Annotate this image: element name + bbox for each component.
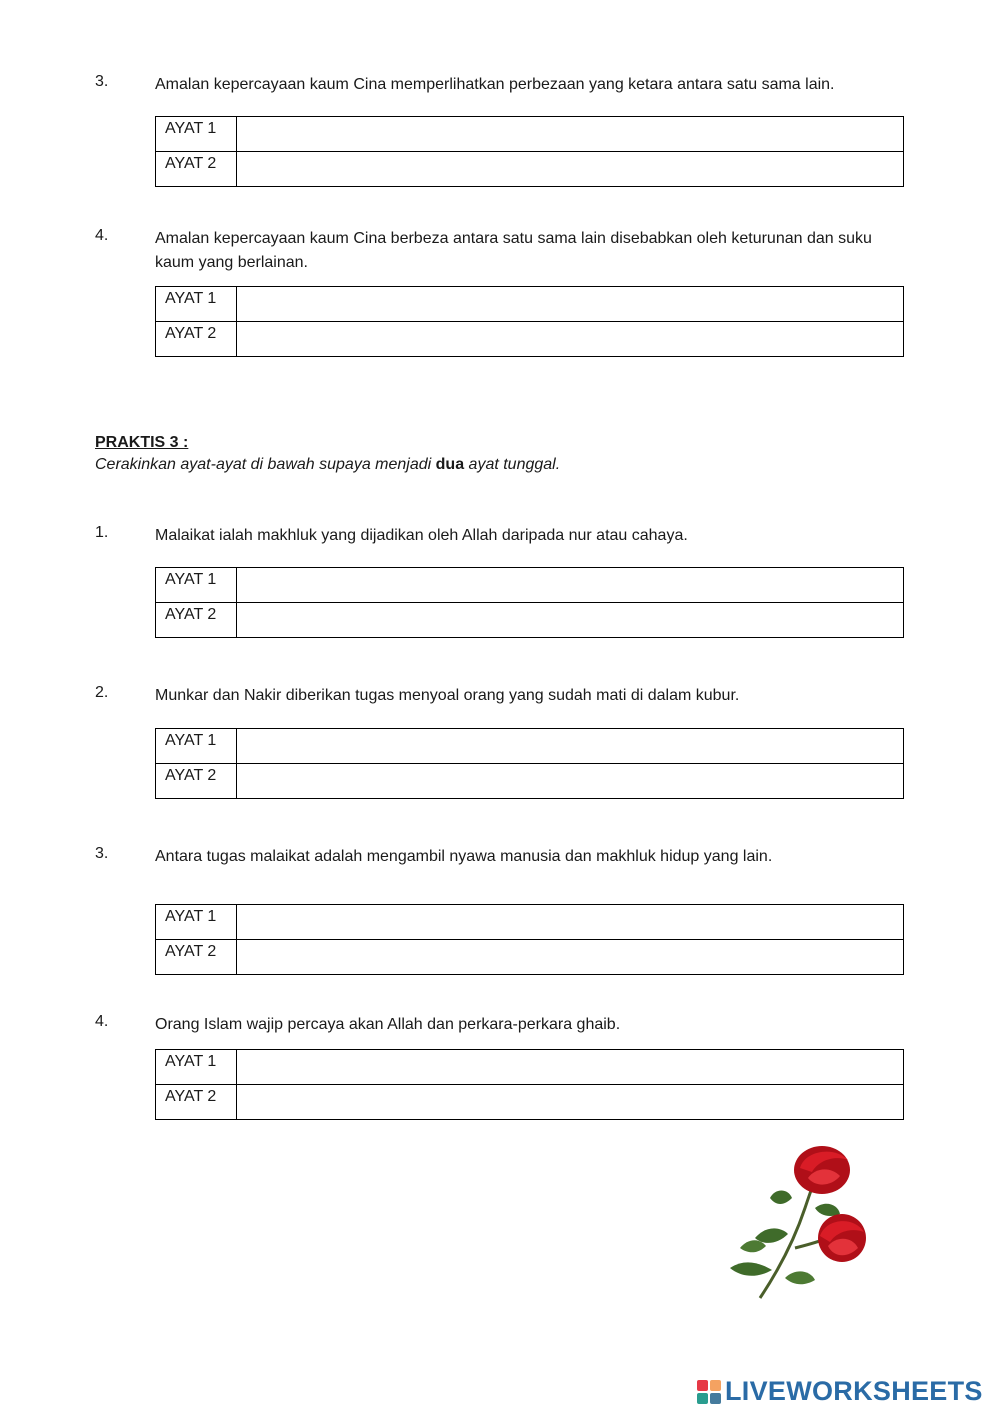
answer-table bbox=[155, 728, 904, 799]
answer-table bbox=[155, 904, 904, 975]
answer-row bbox=[156, 568, 903, 603]
answer-input[interactable] bbox=[237, 568, 903, 602]
answer-row bbox=[156, 603, 903, 637]
answer-table bbox=[155, 116, 904, 187]
answer-input[interactable] bbox=[237, 603, 903, 637]
answer-label: AYAT 2 bbox=[156, 940, 237, 974]
answer-row bbox=[156, 287, 903, 322]
answer-input[interactable] bbox=[237, 764, 903, 798]
answer-input[interactable] bbox=[237, 729, 903, 763]
answer-input[interactable] bbox=[237, 905, 903, 939]
answer-label: AYAT 1 bbox=[156, 287, 237, 321]
answer-label: AYAT 1 bbox=[156, 905, 237, 939]
instruction-bold: dua bbox=[435, 456, 465, 473]
answer-label: AYAT 2 bbox=[156, 764, 237, 798]
answer-row bbox=[156, 152, 903, 186]
answer-input[interactable] bbox=[237, 1085, 903, 1119]
answer-table bbox=[155, 286, 904, 357]
question-text: Amalan kepercayaan kaum Cina memperlihatkan perbezaan yang ketara antara satu sama lain. bbox=[155, 76, 835, 93]
answer-input[interactable] bbox=[237, 287, 903, 321]
question-text: Antara tugas malaikat adalah mengambil nyawa manusia dan makhluk hidup yang lain. bbox=[155, 848, 773, 865]
answer-input[interactable] bbox=[237, 117, 903, 151]
answer-row bbox=[156, 940, 903, 974]
answer-row bbox=[156, 729, 903, 764]
answer-input[interactable] bbox=[237, 1050, 903, 1084]
question-text: Munkar dan Nakir diberikan tugas menyoal orang yang sudah mati di dalam kubur. bbox=[155, 687, 740, 704]
answer-row bbox=[156, 117, 903, 152]
answer-row bbox=[156, 1050, 903, 1085]
answer-label: AYAT 1 bbox=[156, 729, 237, 763]
logo-text: LIVEWORKSHEETS bbox=[725, 1376, 983, 1406]
answer-input[interactable] bbox=[237, 322, 903, 356]
liveworksheets-logo bbox=[697, 1376, 983, 1407]
answer-table bbox=[155, 567, 904, 638]
question-text: Orang Islam wajip percaya akan Allah dan perkara-perkara ghaib. bbox=[155, 1016, 621, 1033]
question-number: 2. bbox=[95, 684, 109, 701]
answer-table bbox=[155, 1049, 904, 1120]
question-number: 3. bbox=[95, 73, 109, 90]
answer-label: AYAT 2 bbox=[156, 603, 237, 637]
rose-icon bbox=[720, 1138, 880, 1303]
answer-row bbox=[156, 322, 903, 356]
answer-label: AYAT 1 bbox=[156, 568, 237, 602]
question-number: 4. bbox=[95, 1013, 109, 1030]
answer-row bbox=[156, 1085, 903, 1119]
instruction-text: ayat tunggal. bbox=[464, 456, 561, 473]
section-title: PRAKTIS 3 : bbox=[95, 434, 189, 451]
section-instruction bbox=[95, 456, 560, 474]
answer-label: AYAT 2 bbox=[156, 322, 237, 356]
answer-label: AYAT 2 bbox=[156, 152, 237, 186]
answer-label: AYAT 2 bbox=[156, 1085, 237, 1119]
answer-input[interactable] bbox=[237, 152, 903, 186]
question-text: Amalan kepercayaan kaum Cina berbeza antara satu sama lain disebabkan oleh keturunan dan suku kaum yang berlainan. bbox=[155, 230, 872, 271]
answer-row bbox=[156, 764, 903, 798]
answer-input[interactable] bbox=[237, 940, 903, 974]
question-number: 4. bbox=[95, 227, 109, 244]
instruction-text: Cerakinkan ayat-ayat di bawah supaya menjadi bbox=[95, 456, 436, 473]
question-text: Malaikat ialah makhluk yang dijadikan oleh Allah daripada nur atau cahaya. bbox=[155, 527, 688, 544]
question-number: 1. bbox=[95, 524, 109, 541]
question-number: 3. bbox=[95, 845, 109, 862]
answer-label: AYAT 1 bbox=[156, 1050, 237, 1084]
answer-row bbox=[156, 905, 903, 940]
answer-label: AYAT 1 bbox=[156, 117, 237, 151]
liveworksheets-logo-icon bbox=[697, 1380, 721, 1404]
